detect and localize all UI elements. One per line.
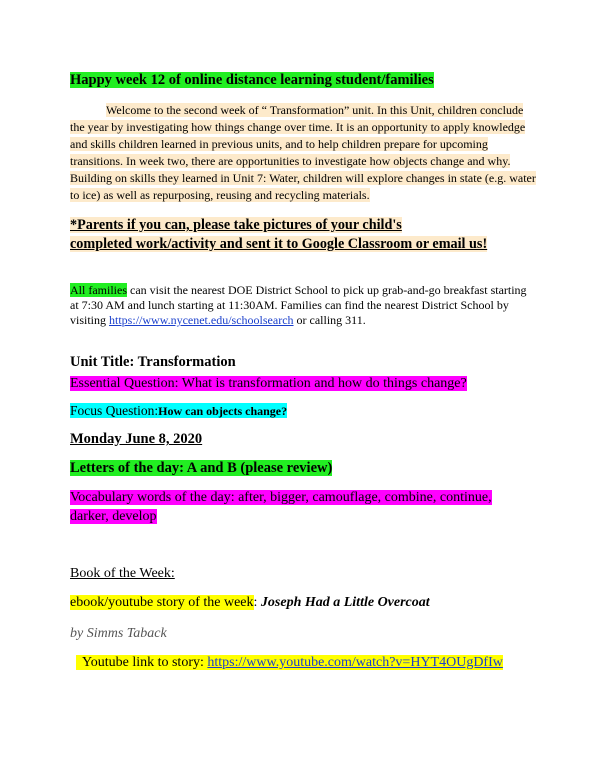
intro-line: Building on skills they learned in Unit 7: Water, children will explore changes in state (e.g. water xyxy=(70,171,536,185)
essential-question-text: Essential Question: What is transformation and how do things change? xyxy=(70,376,467,391)
ebook-colon: : xyxy=(253,595,261,610)
ebook-story-line xyxy=(70,594,430,611)
intro-line: transitions. In week two, there are opportunities to investigate how objects change and why. xyxy=(70,154,511,168)
focus-question-label: Focus Question: xyxy=(70,403,159,418)
intro-line: to ice) as well as repurposing, reusing and recycling materials. xyxy=(70,188,370,202)
families-text: at 7:30 AM and lunch starting at 11:30AM. Families can find the nearest District School by xyxy=(70,298,509,312)
families-text: can visit the nearest DOE District School to pick up grab-and-go breakfast starting xyxy=(127,283,527,297)
youtube-link-line xyxy=(76,654,503,671)
letters-of-the-day xyxy=(70,460,332,476)
focus-question xyxy=(70,402,287,420)
parents-note xyxy=(70,216,487,254)
greeting-heading xyxy=(70,72,434,88)
vocabulary-words xyxy=(70,488,510,526)
families-highlight: All families xyxy=(70,283,127,297)
book-title: Joseph Had a Little Overcoat xyxy=(260,595,430,610)
intro-line: the year by investigating how things change over time. It is an opportunity to apply knowledge xyxy=(70,120,526,134)
intro-line: and skills children learned in previous units, and to help children prepare for upcoming xyxy=(70,137,488,151)
book-of-the-week-heading: Book of the Week: xyxy=(70,566,175,581)
parents-note-line: completed work/activity and sent it to Google Classroom or email us! xyxy=(70,236,488,252)
unit-title: Unit Title: Transformation xyxy=(70,354,236,370)
youtube-label: Youtube link to story: xyxy=(82,655,208,670)
school-search-link[interactable]: https://www.nycenet.edu/schoolsearch xyxy=(109,313,294,327)
youtube-link[interactable]: https://www.youtube.com/watch?v=HYT4OUgDfIw xyxy=(207,655,503,670)
families-text: or calling 311. xyxy=(293,313,366,327)
book-author: by Simms Taback xyxy=(70,626,167,641)
vocabulary-line: Vocabulary words of the day: after, bigger, camouflage, combine, continue, xyxy=(70,490,492,505)
intro-line: Welcome to the second week of “ Transformation” unit. In this Unit, children conclude xyxy=(106,103,524,117)
parents-note-line: *Parents if you can, please take pictures of your child's xyxy=(70,217,402,233)
letters-of-the-day-text: Letters of the day: A and B (please review) xyxy=(70,460,333,476)
families-text: visiting xyxy=(70,313,110,327)
intro-paragraph xyxy=(70,102,534,204)
date-heading: Monday June 8, 2020 xyxy=(70,431,203,447)
focus-question-text: How can objects change? xyxy=(158,404,288,418)
families-paragraph xyxy=(70,283,540,328)
essential-question xyxy=(70,375,467,392)
vocabulary-line: darker, develop xyxy=(70,509,157,524)
ebook-label: ebook/youtube story of the week xyxy=(70,595,254,610)
greeting-heading-text: Happy week 12 of online distance learning student/families xyxy=(70,72,434,88)
